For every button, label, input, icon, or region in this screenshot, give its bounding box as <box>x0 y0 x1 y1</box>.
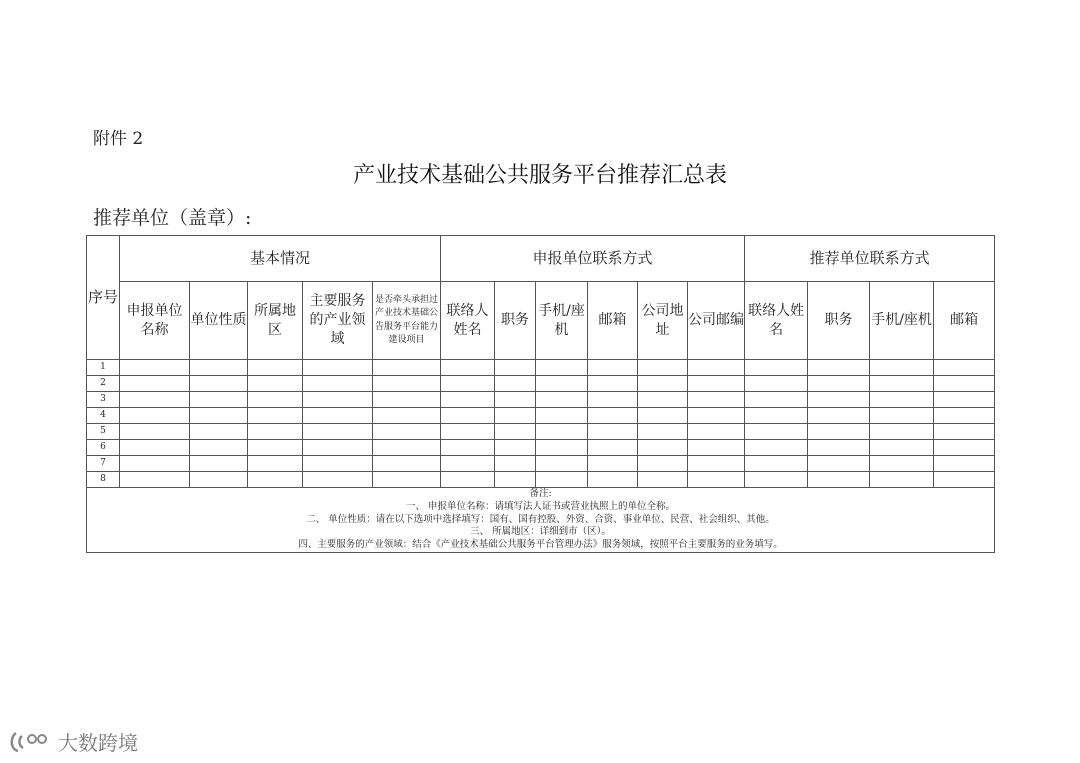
table-cell[interactable] <box>870 376 934 392</box>
table-cell[interactable] <box>934 376 995 392</box>
table-cell[interactable] <box>248 360 303 376</box>
table-cell[interactable] <box>303 472 373 488</box>
watermark-text: 大数跨境 <box>58 731 138 755</box>
table-cell[interactable] <box>303 456 373 472</box>
table-cell[interactable] <box>870 360 934 376</box>
table-cell[interactable] <box>248 440 303 456</box>
table-cell[interactable] <box>536 376 588 392</box>
table-cell[interactable] <box>373 456 441 472</box>
row-number: 2 <box>87 376 120 392</box>
table-cell[interactable] <box>870 392 934 408</box>
table-cell[interactable] <box>638 376 688 392</box>
table-cell[interactable] <box>934 392 995 408</box>
table-cell[interactable] <box>495 440 536 456</box>
table-cell[interactable] <box>588 392 638 408</box>
table-cell[interactable] <box>588 360 638 376</box>
table-cell[interactable] <box>536 360 588 376</box>
table-cell[interactable] <box>190 424 248 440</box>
table-cell[interactable] <box>688 472 745 488</box>
table-row <box>87 408 995 424</box>
table-cell[interactable] <box>441 408 495 424</box>
row-number: 8 <box>87 472 120 488</box>
note-item: 二、 单位性质：请在以下选项中选择填写：国有、国有控股、外资、合资、事业单位、民营、社会组织、其他。 <box>306 513 775 525</box>
table-cell[interactable] <box>190 456 248 472</box>
table-cell[interactable] <box>688 392 745 408</box>
table-cell[interactable] <box>870 440 934 456</box>
table-cell[interactable] <box>303 376 373 392</box>
recommender-unit-label: 推荐单位（盖章）: <box>93 207 252 229</box>
table-cell[interactable] <box>808 440 870 456</box>
table-cell[interactable] <box>190 408 248 424</box>
table-cell[interactable] <box>120 456 190 472</box>
table-cell[interactable] <box>934 408 995 424</box>
col-applicant-phone: 手机/座机 <box>536 282 588 360</box>
row-number: 3 <box>87 392 120 408</box>
table-cell[interactable] <box>588 376 638 392</box>
col-applicant-position: 职务 <box>495 282 536 360</box>
table-cell[interactable] <box>688 440 745 456</box>
table-cell[interactable] <box>248 456 303 472</box>
table-cell[interactable] <box>588 440 638 456</box>
col-region: 所属地区 <box>248 282 303 360</box>
table-cell[interactable] <box>248 472 303 488</box>
table-cell[interactable] <box>870 456 934 472</box>
table-cell[interactable] <box>745 360 808 376</box>
table-row <box>87 440 995 456</box>
table-cell[interactable] <box>638 424 688 440</box>
table-row <box>87 360 995 376</box>
col-applicant-name: 申报单位名称 <box>120 282 190 360</box>
table-row <box>87 392 995 408</box>
table-cell[interactable] <box>120 424 190 440</box>
attachment-label: 附件 2 <box>93 129 144 149</box>
col-led-project: 是否牵头承担过产业技术基础公告服务平台能力建设项目 <box>373 282 441 360</box>
table-cell[interactable] <box>120 472 190 488</box>
col-recommender-email: 邮箱 <box>934 282 995 360</box>
table-cell[interactable] <box>934 472 995 488</box>
table-cell[interactable] <box>536 440 588 456</box>
table-cell[interactable] <box>688 408 745 424</box>
table-cell[interactable] <box>248 424 303 440</box>
table-cell[interactable] <box>303 360 373 376</box>
summary-table <box>86 235 995 553</box>
table-cell[interactable] <box>934 360 995 376</box>
table-cell[interactable] <box>808 456 870 472</box>
table-cell[interactable] <box>248 408 303 424</box>
table-cell[interactable] <box>373 472 441 488</box>
group-header-basic: 基本情况 <box>120 236 441 282</box>
table-cell[interactable] <box>745 472 808 488</box>
table-cell[interactable] <box>808 472 870 488</box>
brand-logo-icon <box>8 729 52 755</box>
seq-header: 序号 <box>87 236 120 360</box>
table-cell[interactable] <box>638 392 688 408</box>
table-cell[interactable] <box>588 424 638 440</box>
table-cell[interactable] <box>190 360 248 376</box>
group-header-recommender-contact: 推荐单位联系方式 <box>745 236 995 282</box>
table-cell[interactable] <box>536 424 588 440</box>
table-cell[interactable] <box>441 392 495 408</box>
col-unit-type: 单位性质 <box>190 282 248 360</box>
table-cell[interactable] <box>934 424 995 440</box>
table-cell[interactable] <box>373 440 441 456</box>
table-cell[interactable] <box>495 472 536 488</box>
notes-heading: 备注: <box>529 488 552 499</box>
notes-cell <box>87 488 995 553</box>
col-industry-field: 主要服务的产业领域 <box>303 282 373 360</box>
table-row <box>87 376 995 392</box>
table-cell[interactable] <box>495 376 536 392</box>
table-cell[interactable] <box>441 456 495 472</box>
row-number: 5 <box>87 424 120 440</box>
table-cell[interactable] <box>373 392 441 408</box>
table-cell[interactable] <box>808 408 870 424</box>
table-cell[interactable] <box>638 360 688 376</box>
table-cell[interactable] <box>536 408 588 424</box>
table-cell[interactable] <box>688 360 745 376</box>
table-cell[interactable] <box>808 424 870 440</box>
table-cell[interactable] <box>638 408 688 424</box>
table-cell[interactable] <box>120 392 190 408</box>
table-cell[interactable] <box>588 408 638 424</box>
table-row <box>87 424 995 440</box>
table-cell[interactable] <box>190 472 248 488</box>
col-company-postcode: 公司邮编 <box>688 282 745 360</box>
table-cell[interactable] <box>495 408 536 424</box>
col-company-address: 公司地址 <box>638 282 688 360</box>
table-cell[interactable] <box>588 472 638 488</box>
col-applicant-email: 邮箱 <box>588 282 638 360</box>
table-cell[interactable] <box>248 376 303 392</box>
table-cell[interactable] <box>745 408 808 424</box>
table-cell[interactable] <box>745 392 808 408</box>
table-cell[interactable] <box>536 392 588 408</box>
table-cell[interactable] <box>441 376 495 392</box>
table-cell[interactable] <box>688 456 745 472</box>
table-cell[interactable] <box>373 360 441 376</box>
row-number: 7 <box>87 456 120 472</box>
table-cell[interactable] <box>441 424 495 440</box>
table-cell[interactable] <box>745 456 808 472</box>
table-row <box>87 472 995 488</box>
table-cell[interactable] <box>808 376 870 392</box>
table-cell[interactable] <box>373 408 441 424</box>
table-cell[interactable] <box>745 424 808 440</box>
table-cell[interactable] <box>495 456 536 472</box>
col-recommender-phone: 手机/座机 <box>870 282 934 360</box>
table-cell[interactable] <box>536 456 588 472</box>
note-item: 三、 所属地区：详细到市（区）。 <box>470 526 611 538</box>
table-cell[interactable] <box>588 456 638 472</box>
row-number: 6 <box>87 440 120 456</box>
table-cell[interactable] <box>495 392 536 408</box>
table-cell[interactable] <box>190 392 248 408</box>
table-cell[interactable] <box>495 424 536 440</box>
table-cell[interactable] <box>441 440 495 456</box>
col-recommender-contact-name: 联络人姓名 <box>745 282 808 360</box>
row-number: 4 <box>87 408 120 424</box>
table-cell[interactable] <box>808 360 870 376</box>
table-cell[interactable] <box>303 392 373 408</box>
table-cell[interactable] <box>638 472 688 488</box>
table-cell[interactable] <box>745 376 808 392</box>
row-number: 1 <box>87 360 120 376</box>
table-cell[interactable] <box>303 424 373 440</box>
table-cell[interactable] <box>373 376 441 392</box>
col-applicant-contact-name: 联络人姓名 <box>441 282 495 360</box>
table-cell[interactable] <box>120 440 190 456</box>
table-row <box>87 456 995 472</box>
table-cell[interactable] <box>870 424 934 440</box>
table-cell[interactable] <box>248 392 303 408</box>
table-cell[interactable] <box>870 408 934 424</box>
table-cell[interactable] <box>120 376 190 392</box>
table-cell[interactable] <box>688 424 745 440</box>
group-header-applicant-contact: 申报单位联系方式 <box>441 236 745 282</box>
table-cell[interactable] <box>190 440 248 456</box>
document-title: 产业技术基础公共服务平台推荐汇总表 <box>352 163 727 188</box>
table-cell[interactable] <box>745 440 808 456</box>
note-item: 四、主要服务的产业领域：结合《产业技术基础公共服务平台管理办法》服务领域，按照平台主要服务的业务填写。 <box>298 539 783 551</box>
table-cell[interactable] <box>688 376 745 392</box>
table-cell[interactable] <box>190 376 248 392</box>
note-item: 一、 申报单位名称：请填写法人证书或营业执照上的单位全称。 <box>406 500 676 512</box>
table-cell[interactable] <box>870 472 934 488</box>
table-cell[interactable] <box>441 472 495 488</box>
table-cell[interactable] <box>303 408 373 424</box>
table-cell[interactable] <box>303 440 373 456</box>
table-cell[interactable] <box>934 440 995 456</box>
table-cell[interactable] <box>373 424 441 440</box>
table-cell[interactable] <box>934 456 995 472</box>
table-cell[interactable] <box>808 392 870 408</box>
table-cell[interactable] <box>441 360 495 376</box>
table-cell[interactable] <box>120 408 190 424</box>
col-recommender-position: 职务 <box>808 282 870 360</box>
table-cell[interactable] <box>638 456 688 472</box>
watermark <box>8 727 138 756</box>
table-cell[interactable] <box>638 440 688 456</box>
table-cell[interactable] <box>120 360 190 376</box>
table-cell[interactable] <box>536 472 588 488</box>
table-cell[interactable] <box>495 360 536 376</box>
